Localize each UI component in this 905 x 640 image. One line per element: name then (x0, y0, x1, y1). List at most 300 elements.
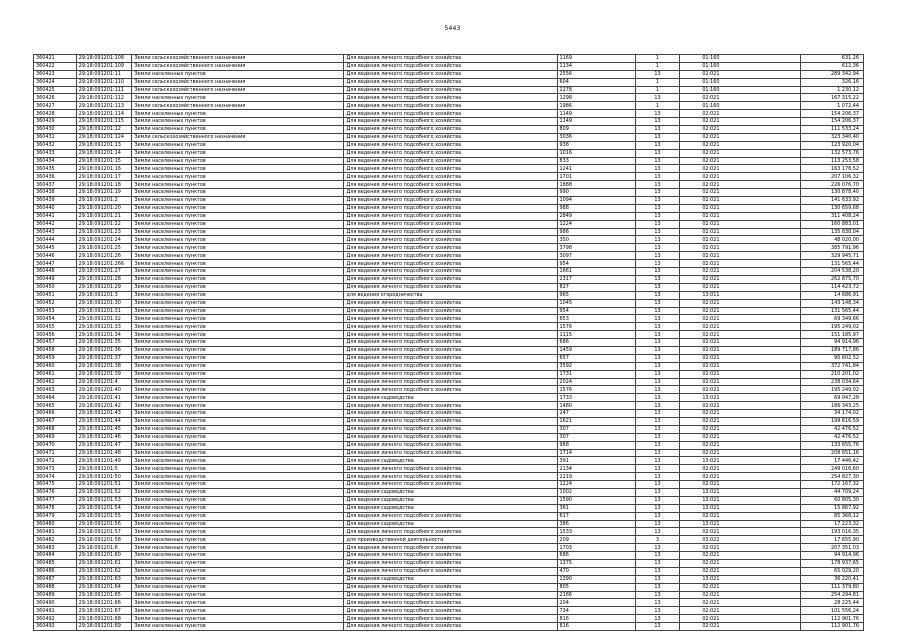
table-row (34, 544, 864, 552)
row-number-cell: 360426 (34, 94, 77, 102)
row-number-cell: 360443 (34, 228, 77, 236)
table-row (34, 370, 864, 378)
row-number-cell: 360461 (34, 370, 77, 378)
table-row (34, 275, 864, 283)
permitted-use-cell: Для ведения садоводства (344, 394, 557, 402)
land-category-cell: Земли населенных пунктов (132, 591, 344, 599)
permitted-use-cell: Для ведения личного подсобного хозяйства (344, 417, 557, 425)
cadastral-value-cell: 48 020,00 (801, 236, 864, 244)
cadastral-number-cell: 29:18:091201:5 (76, 465, 132, 473)
permitted-use-cell: Для ведения личного подсобного хозяйства (344, 315, 557, 323)
cadastral-number-cell: 29:18:091201:58 (76, 536, 132, 544)
code-cell: 13 (635, 299, 680, 307)
code-cell: 13 (635, 362, 680, 370)
code-cell: 13 (635, 157, 680, 165)
row-number-cell: 360464 (34, 394, 77, 402)
table-row (34, 441, 864, 449)
cadastral-value-cell: 94 914,96 (801, 339, 864, 347)
land-category-cell: Земли населенных пунктов (132, 315, 344, 323)
area-cell: 386 (557, 520, 635, 528)
permitted-use-cell: Для ведения личного подсобного хозяйства (344, 133, 557, 141)
row-number-cell: 360460 (34, 362, 77, 370)
group-cell: 02:021 (680, 417, 801, 425)
permitted-use-cell: Для ведения личного подсобного хозяйства (344, 425, 557, 433)
cadastral-value-cell: 94 914,96 (801, 552, 864, 560)
land-category-cell: Земли населенных пунктов (132, 560, 344, 568)
cadastral-number-cell: 29:18:091201:54 (76, 504, 132, 512)
permitted-use-cell: Для ведения личного подсобного хозяйства (344, 362, 557, 370)
row-number-cell: 360472 (34, 457, 77, 465)
code-cell: 13 (635, 496, 680, 504)
cadastral-number-cell: 29:18:091201:20 (76, 204, 132, 212)
table-row (34, 299, 864, 307)
code-cell: 13 (635, 567, 680, 575)
permitted-use-cell: Для ведения личного подсобного хозяйства (344, 212, 557, 220)
row-number-cell: 360447 (34, 260, 77, 268)
table-row (34, 141, 864, 149)
cadastral-number-cell: 29:18:091201:2 (76, 197, 132, 205)
permitted-use-cell: Для ведения личного подсобного хозяйства (344, 552, 557, 560)
page-number: 5443 (444, 25, 461, 32)
cadastral-value-cell: 1 230,12 (801, 86, 864, 94)
code-cell: 13 (635, 189, 680, 197)
row-number-cell: 360487 (34, 575, 77, 583)
area-cell: 1576 (557, 323, 635, 331)
group-cell: 13:021 (680, 457, 801, 465)
cadastral-value-cell: 238 034,64 (801, 378, 864, 386)
permitted-use-cell: Для ведения садоводства (344, 520, 557, 528)
land-category-cell: Земли населенных пунктов (132, 402, 344, 410)
row-number-cell: 360471 (34, 449, 77, 457)
area-cell: 2219 (557, 473, 635, 481)
table-row (34, 197, 864, 205)
row-number-cell: 360480 (34, 520, 77, 528)
permitted-use-cell: Для ведения личного подсобного хозяйства (344, 331, 557, 339)
cadastral-value-cell: 151 185,97 (801, 331, 864, 339)
cadastral-number-cell: 29:18:091201:46 (76, 433, 132, 441)
group-cell: 02:021 (680, 70, 801, 78)
code-cell: 13 (635, 323, 680, 331)
cadastral-value-cell: 135 838,04 (801, 228, 864, 236)
group-cell: 02:021 (680, 425, 801, 433)
land-category-cell: Земли сельскохозяйственного назначения (132, 133, 344, 141)
land-category-cell: Земли населенных пунктов (132, 528, 344, 536)
code-cell: 13 (635, 591, 680, 599)
row-number-cell: 360456 (34, 331, 77, 339)
permitted-use-cell: Для ведения личного подсобного хозяйства (344, 599, 557, 607)
table-row (34, 560, 864, 568)
cadastral-value-cell: 631,26 (801, 55, 864, 63)
row-number-cell: 360493 (34, 623, 77, 631)
group-cell: 02:021 (680, 370, 801, 378)
code-cell: 13 (635, 378, 680, 386)
cadastral-number-cell: 29:18:091201:44 (76, 417, 132, 425)
row-number-cell: 360427 (34, 102, 77, 110)
row-number-cell: 360469 (34, 433, 77, 441)
cadastral-value-cell: 131 565,44 (801, 260, 864, 268)
row-number-cell: 360449 (34, 275, 77, 283)
table-row (34, 386, 864, 394)
code-cell: 13 (635, 512, 680, 520)
cadastral-number-cell: 29:18:091201:51 (76, 481, 132, 489)
table-row (34, 520, 864, 528)
row-number-cell: 360437 (34, 181, 77, 189)
group-cell: 02:021 (680, 189, 801, 197)
cadastral-value-cell: 15 867,92 (801, 504, 864, 512)
land-category-cell: Земли населенных пунктов (132, 331, 344, 339)
land-category-cell: Земли населенных пунктов (132, 126, 344, 134)
group-cell: 02:021 (680, 126, 801, 134)
area-cell: 1576 (557, 386, 635, 394)
table-row (34, 260, 864, 268)
group-cell: 02:021 (680, 118, 801, 126)
land-category-cell: Земли населенных пунктов (132, 354, 344, 362)
area-cell: 1480 (557, 402, 635, 410)
permitted-use-cell: Для ведения личного подсобного хозяйства (344, 110, 557, 118)
permitted-use-cell: Для ведения личного подсобного хозяйства (344, 473, 557, 481)
group-cell: 02:021 (680, 560, 801, 568)
permitted-use-cell: Для ведения личного подсобного хозяйства (344, 591, 557, 599)
area-cell: 307 (557, 433, 635, 441)
table-row (34, 252, 864, 260)
permitted-use-cell: Для ведения личного подсобного хозяйства (344, 512, 557, 520)
land-category-cell: Земли населенных пунктов (132, 173, 344, 181)
cadastral-number-cell: 29:18:091201:13 (76, 141, 132, 149)
table-row (34, 402, 864, 410)
permitted-use-cell: Для ведения личного подсобного хозяйства (344, 236, 557, 244)
cadastral-value-cell: 210 201,02 (801, 370, 864, 378)
area-cell: 2134 (557, 465, 635, 473)
code-cell: 13 (635, 149, 680, 157)
permitted-use-cell: Для ведения личного подсобного хозяйства (344, 181, 557, 189)
area-cell: 1094 (557, 197, 635, 205)
cadastral-number-cell: 29:18:091201:266 (76, 260, 132, 268)
area-cell: 938 (557, 141, 635, 149)
group-cell: 02:021 (680, 512, 801, 520)
land-category-cell: Земли населенных пунктов (132, 346, 344, 354)
table-row (34, 244, 864, 252)
land-category-cell: Земли населенных пунктов (132, 244, 344, 252)
row-number-cell: 360431 (34, 133, 77, 141)
cadastral-value-cell: 160 883,01 (801, 220, 864, 228)
cadastral-number-cell: 29:18:091201:38 (76, 362, 132, 370)
group-cell: 02:021 (680, 528, 801, 536)
table-row (34, 575, 864, 583)
table-row (34, 94, 864, 102)
permitted-use-cell: Для ведения личного подсобного хозяйства (344, 386, 557, 394)
row-number-cell: 360465 (34, 402, 77, 410)
table-row (34, 591, 864, 599)
code-cell: 13 (635, 520, 680, 528)
row-number-cell: 360488 (34, 583, 77, 591)
area-cell: 391 (557, 457, 635, 465)
group-cell: 01:160 (680, 86, 801, 94)
cadastral-value-cell: 254 827,30 (801, 473, 864, 481)
cadastral-number-cell: 29:18:091201:3 (76, 291, 132, 299)
area-cell: 809 (557, 126, 635, 134)
cadastral-number-cell: 29:18:091201:30 (76, 299, 132, 307)
land-category-cell: Земли населенных пунктов (132, 465, 344, 473)
cadastral-number-cell: 29:18:091201:39 (76, 370, 132, 378)
cadastral-number-cell: 29:18:091201:17 (76, 173, 132, 181)
row-number-cell: 360434 (34, 157, 77, 165)
table-row (34, 465, 864, 473)
permitted-use-cell: Для ведения личного подсобного хозяйства (344, 275, 557, 283)
table-row (34, 331, 864, 339)
land-category-cell: Земли населенных пунктов (132, 623, 344, 631)
row-number-cell: 360421 (34, 55, 77, 63)
group-cell: 03:022 (680, 536, 801, 544)
area-cell: 604 (557, 78, 635, 86)
table-row (34, 583, 864, 591)
row-number-cell: 360482 (34, 536, 77, 544)
group-cell: 02:021 (680, 275, 801, 283)
land-category-cell: Земли населенных пунктов (132, 236, 344, 244)
row-number-cell: 360446 (34, 252, 77, 260)
area-cell: 1888 (557, 181, 635, 189)
group-cell: 02:021 (680, 378, 801, 386)
table-row (34, 536, 864, 544)
table-row (34, 236, 864, 244)
cadastral-number-cell: 29:18:091201:36 (76, 346, 132, 354)
area-cell: 1590 (557, 496, 635, 504)
permitted-use-cell: Для ведения садоводства (344, 504, 557, 512)
group-cell: 02:021 (680, 197, 801, 205)
group-cell: 02:021 (680, 402, 801, 410)
cadastral-number-cell: 29:18:091201:108 (76, 55, 132, 63)
land-category-cell: Земли сельскохозяйственного назначения (132, 55, 344, 63)
table-row (34, 339, 864, 347)
table-row (34, 607, 864, 615)
code-cell: 13 (635, 488, 680, 496)
cadastral-value-cell: 329 945,71 (801, 252, 864, 260)
land-category-cell: Земли населенных пунктов (132, 275, 344, 283)
permitted-use-cell: Для ведения личного подсобного хозяйства (344, 141, 557, 149)
cadastral-number-cell: 29:18:091201:19 (76, 189, 132, 197)
group-cell: 01:160 (680, 55, 801, 63)
area-cell: 1661 (557, 268, 635, 276)
cadastral-value-cell: 289 342,94 (801, 70, 864, 78)
table-row (34, 599, 864, 607)
area-cell: 2849 (557, 212, 635, 220)
cadastral-value-cell: 207 106,32 (801, 173, 864, 181)
cadastral-value-cell: 69 349,66 (801, 315, 864, 323)
land-category-cell: Земли населенных пунктов (132, 291, 344, 299)
code-cell: 13 (635, 386, 680, 394)
cadastral-number-cell: 29:18:091201:62 (76, 567, 132, 575)
group-cell: 02:021 (680, 268, 801, 276)
code-cell: 13 (635, 346, 680, 354)
table-row (34, 417, 864, 425)
cadastral-number-cell: 29:18:091201:124 (76, 133, 132, 141)
land-category-cell: Земли населенных пунктов (132, 504, 344, 512)
cadastral-value-cell: 193 016,35 (801, 528, 864, 536)
cadastral-number-cell: 29:18:091201:64 (76, 583, 132, 591)
cadastral-number-cell: 29:18:091201:67 (76, 607, 132, 615)
permitted-use-cell: Для ведения личного подсобного хозяйства (344, 615, 557, 623)
area-cell: 1224 (557, 481, 635, 489)
table-row (34, 433, 864, 441)
row-number-cell: 360428 (34, 110, 77, 118)
group-cell: 02:021 (680, 567, 801, 575)
cadastral-value-cell: 133 655,76 (801, 441, 864, 449)
table-row (34, 291, 864, 299)
group-cell: 02:021 (680, 465, 801, 473)
cadastral-value-cell: 130 659,68 (801, 204, 864, 212)
area-cell: 1016 (557, 149, 635, 157)
code-cell: 13 (635, 118, 680, 126)
cadastral-value-cell: 326,16 (801, 78, 864, 86)
cadastral-number-cell: 29:18:091201:68 (76, 615, 132, 623)
cadastral-value-cell: 207 351,03 (801, 544, 864, 552)
cadastral-number-cell: 29:18:091201:41 (76, 394, 132, 402)
land-category-cell: Земли населенных пунктов (132, 481, 344, 489)
group-cell: 02:021 (680, 386, 801, 394)
group-cell: 02:021 (680, 220, 801, 228)
permitted-use-cell: Для ведения личного подсобного хозяйства (344, 583, 557, 591)
cadastral-number-cell: 29:18:091201:35 (76, 339, 132, 347)
land-category-cell: Земли сельскохозяйственного назначения (132, 78, 344, 86)
area-cell: 617 (557, 512, 635, 520)
area-cell: 1241 (557, 165, 635, 173)
row-number-cell: 360459 (34, 354, 77, 362)
cadastral-value-cell: 385 791,96 (801, 244, 864, 252)
table-row (34, 126, 864, 134)
table-row (34, 70, 864, 78)
cadastral-number-cell: 29:18:091201:65 (76, 591, 132, 599)
code-cell: 13 (635, 473, 680, 481)
cadastral-number-cell: 29:18:091201:11 (76, 70, 132, 78)
land-category-cell: Земли населенных пунктов (132, 149, 344, 157)
cadastral-value-cell: 44 709,24 (801, 488, 864, 496)
cadastral-number-cell: 29:18:091201:114 (76, 110, 132, 118)
area-cell: 1002 (557, 488, 635, 496)
area-cell: 986 (557, 228, 635, 236)
code-cell: 13 (635, 228, 680, 236)
cadastral-value-cell: 323 340,40 (801, 133, 864, 141)
area-cell: 3097 (557, 252, 635, 260)
code-cell: 13 (635, 307, 680, 315)
permitted-use-cell: Для ведения личного подсобного хозяйства (344, 62, 557, 70)
area-cell: 1731 (557, 370, 635, 378)
permitted-use-cell: Для ведения личного подсобного хозяйства (344, 126, 557, 134)
land-category-cell: Земли населенных пунктов (132, 520, 344, 528)
area-cell: 990 (557, 189, 635, 197)
land-category-cell: Земли населенных пунктов (132, 386, 344, 394)
area-cell: 1375 (557, 560, 635, 568)
row-number-cell: 360430 (34, 126, 77, 134)
land-category-cell: Земли населенных пунктов (132, 370, 344, 378)
cadastral-value-cell: 141 633,92 (801, 197, 864, 205)
code-cell: 13 (635, 402, 680, 410)
row-number-cell: 360450 (34, 283, 77, 291)
cadastral-value-cell: 113 253,58 (801, 157, 864, 165)
row-number-cell: 360444 (34, 236, 77, 244)
land-category-cell: Земли населенных пунктов (132, 425, 344, 433)
group-cell: 02:021 (680, 260, 801, 268)
code-cell: 13 (635, 615, 680, 623)
cadastral-number-cell: 29:18:091201:55 (76, 512, 132, 520)
permitted-use-cell: для производственной деятельности (344, 536, 557, 544)
group-cell: 02:021 (680, 323, 801, 331)
code-cell: 13 (635, 417, 680, 425)
cadastral-value-cell: 612,36 (801, 62, 864, 70)
table-row (34, 228, 864, 236)
code-cell: 13 (635, 236, 680, 244)
register-table-body (34, 55, 864, 631)
table-row (34, 481, 864, 489)
cadastral-value-cell: 42 476,52 (801, 433, 864, 441)
permitted-use-cell: Для ведения личного подсобного хозяйства (344, 307, 557, 315)
row-number-cell: 360439 (34, 197, 77, 205)
area-cell: 361 (557, 504, 635, 512)
area-cell: 3592 (557, 362, 635, 370)
land-category-cell: Земли населенных пунктов (132, 473, 344, 481)
group-cell: 02:021 (680, 339, 801, 347)
cadastral-value-cell: 195 249,02 (801, 386, 864, 394)
area-cell: 988 (557, 204, 635, 212)
area-cell: 1621 (557, 417, 635, 425)
area-cell: 954 (557, 260, 635, 268)
group-cell: 02:021 (680, 299, 801, 307)
permitted-use-cell: Для ведения личного подсобного хозяйства (344, 189, 557, 197)
area-cell: 209 (557, 536, 635, 544)
code-cell: 13 (635, 481, 680, 489)
row-number-cell: 360436 (34, 173, 77, 181)
cadastral-number-cell: 29:18:091201:42 (76, 402, 132, 410)
cadastral-number-cell: 29:18:091201:4 (76, 378, 132, 386)
cadastral-number-cell: 29:18:091201:69 (76, 623, 132, 631)
table-row (34, 323, 864, 331)
cadastral-value-cell: 254 294,81 (801, 591, 864, 599)
table-row (34, 173, 864, 181)
row-number-cell: 360452 (34, 299, 77, 307)
cadastral-number-cell: 29:18:091201:32 (76, 315, 132, 323)
cadastral-number-cell: 29:18:091201:33 (76, 323, 132, 331)
land-category-cell: Земли населенных пунктов (132, 189, 344, 197)
permitted-use-cell: Для ведения личного подсобного хозяйства (344, 220, 557, 228)
permitted-use-cell: Для ведения личного подсобного хозяйства (344, 244, 557, 252)
group-cell: 13:021 (680, 496, 801, 504)
code-cell: 13 (635, 70, 680, 78)
cadastral-value-cell: 163 178,52 (801, 165, 864, 173)
cadastral-value-cell: 111 533,24 (801, 126, 864, 134)
area-cell: 470 (557, 567, 635, 575)
cadastral-number-cell: 29:18:091201:109 (76, 62, 132, 70)
permitted-use-cell: Для ведения личного подсобного хозяйства (344, 165, 557, 173)
land-category-cell: Земли населенных пунктов (132, 299, 344, 307)
group-cell: 02:021 (680, 354, 801, 362)
permitted-use-cell: Для ведения личного подсобного хозяйства (344, 560, 557, 568)
row-number-cell: 360432 (34, 141, 77, 149)
cadastral-number-cell: 29:18:091201:37 (76, 354, 132, 362)
group-cell: 01:160 (680, 102, 801, 110)
permitted-use-cell: Для ведения личного подсобного хозяйства (344, 323, 557, 331)
row-number-cell: 360458 (34, 346, 77, 354)
group-cell: 13:021 (680, 575, 801, 583)
cadastral-number-cell: 29:18:091201:6 (76, 544, 132, 552)
group-cell: 02:021 (680, 599, 801, 607)
land-category-cell: Земли населенных пунктов (132, 181, 344, 189)
code-cell: 13 (635, 354, 680, 362)
code-cell: 1 (635, 102, 680, 110)
group-cell: 01:160 (680, 62, 801, 70)
code-cell: 13 (635, 126, 680, 134)
code-cell: 13 (635, 94, 680, 102)
table-row (34, 378, 864, 386)
land-category-cell: Земли населенных пунктов (132, 607, 344, 615)
group-cell: 02:021 (680, 110, 801, 118)
